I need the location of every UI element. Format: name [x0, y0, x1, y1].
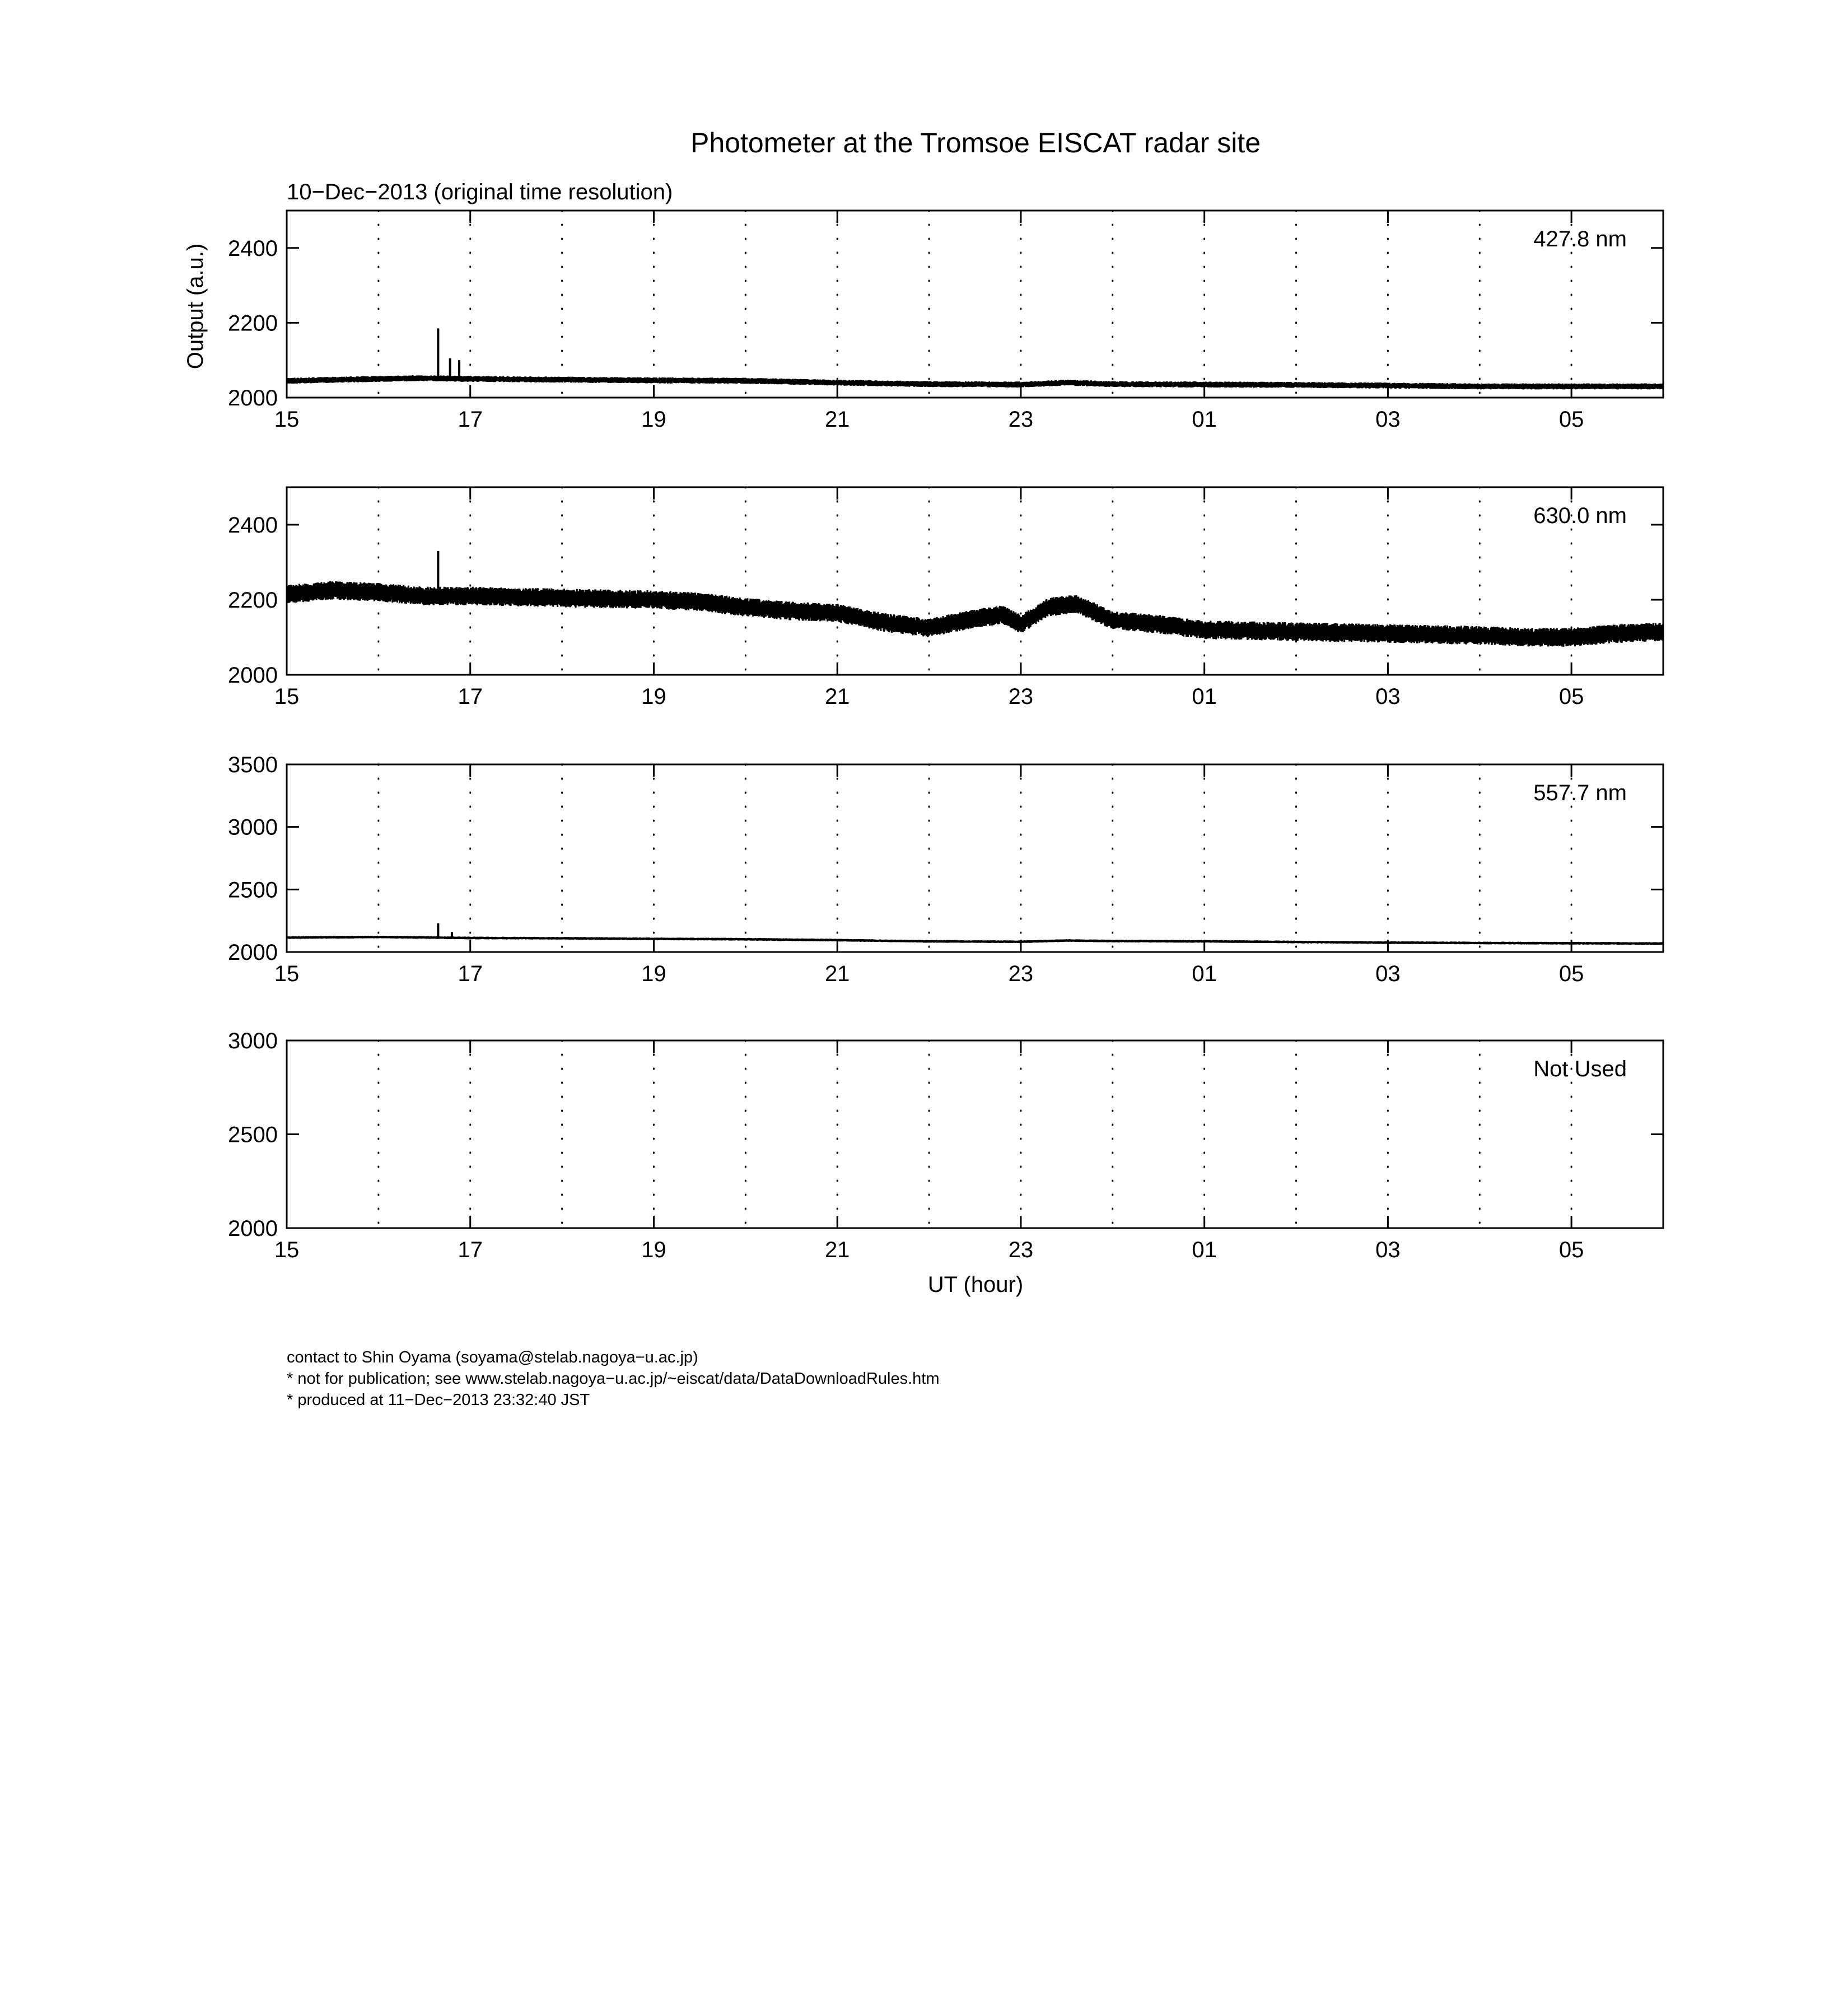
x-tick-label: 19 — [641, 684, 666, 709]
y-tick-label: 2200 — [228, 588, 278, 613]
x-tick-label: 21 — [824, 1238, 850, 1262]
x-tick-label: 05 — [1558, 1238, 1584, 1262]
series-line — [287, 936, 1663, 945]
x-tick-label: 19 — [641, 407, 666, 432]
panel-1 — [228, 211, 1663, 432]
footer-produced-time: * produced at 11−Dec−2013 23:32:40 JST — [287, 1391, 590, 1409]
y-tick-label: 2000 — [228, 1216, 278, 1241]
y-tick-label: 2500 — [228, 878, 278, 903]
axes-box — [287, 1040, 1663, 1228]
figure-title: Photometer at the Tromsoe EISCAT radar site — [690, 127, 1261, 158]
x-tick-label: 01 — [1192, 407, 1217, 432]
x-tick-label: 01 — [1192, 684, 1217, 709]
x-tick-label: 19 — [641, 962, 666, 986]
x-axis-label: UT (hour) — [927, 1272, 1024, 1297]
x-tick-label: 19 — [641, 1238, 666, 1262]
footer-contact: contact to Shin Oyama (soyama@stelab.nagoya−u.ac.jp) — [287, 1348, 698, 1366]
y-tick-label: 3000 — [228, 1029, 278, 1053]
x-tick-label: 03 — [1375, 684, 1401, 709]
x-tick-label: 03 — [1375, 1238, 1401, 1262]
x-tick-label: 01 — [1192, 962, 1217, 986]
series-line — [287, 375, 1663, 389]
figure-subtitle: 10−Dec−2013 (original time resolution) — [287, 180, 673, 204]
panel-3 — [228, 753, 1663, 986]
axes-box — [287, 764, 1663, 952]
y-tick-label: 2500 — [228, 1122, 278, 1147]
y-tick-label: 2000 — [228, 663, 278, 688]
x-tick-label: 21 — [824, 684, 850, 709]
chart-panels — [228, 211, 1663, 1262]
x-tick-label: 17 — [458, 407, 483, 432]
footer-publication-note: * not for publication; see www.stelab.nagoya−u.ac.jp/~eiscat/data/DataDownloadRules.htm — [287, 1370, 940, 1388]
x-tick-label: 23 — [1008, 962, 1034, 986]
y-axis-label: Output (a.u.) — [183, 243, 208, 370]
x-tick-label: 17 — [458, 684, 483, 709]
y-tick-label: 2400 — [228, 513, 278, 538]
x-tick-label: 15 — [274, 962, 300, 986]
x-tick-label: 21 — [824, 407, 850, 432]
panel-label: 427.8 nm — [1533, 227, 1627, 251]
x-tick-label: 05 — [1558, 684, 1584, 709]
panel-2 — [228, 487, 1663, 709]
y-tick-label: 2200 — [228, 311, 278, 336]
y-tick-label: 2400 — [228, 236, 278, 261]
x-tick-label: 01 — [1192, 1238, 1217, 1262]
x-tick-label: 17 — [458, 1238, 483, 1262]
y-tick-label: 2000 — [228, 940, 278, 965]
x-tick-label: 05 — [1558, 962, 1584, 986]
x-tick-label: 23 — [1008, 684, 1034, 709]
x-tick-label: 03 — [1375, 962, 1401, 986]
x-tick-label: 23 — [1008, 407, 1034, 432]
x-tick-label: 15 — [274, 684, 300, 709]
y-tick-label: 2000 — [228, 386, 278, 410]
x-tick-label: 21 — [824, 962, 850, 986]
x-tick-label: 23 — [1008, 1238, 1034, 1262]
y-tick-label: 3000 — [228, 815, 278, 840]
x-tick-label: 17 — [458, 962, 483, 986]
panel-label: 630.0 nm — [1533, 503, 1627, 528]
series-line — [287, 581, 1663, 647]
y-tick-label: 3500 — [228, 753, 278, 777]
panel-4 — [228, 1029, 1663, 1262]
axes-box — [287, 487, 1663, 675]
panel-label: 557.7 nm — [1533, 781, 1627, 805]
axes-box — [287, 211, 1663, 398]
x-tick-label: 03 — [1375, 407, 1401, 432]
x-tick-label: 15 — [274, 407, 300, 432]
panel-label: Not Used — [1533, 1057, 1627, 1081]
x-tick-label: 05 — [1558, 407, 1584, 432]
x-tick-label: 15 — [274, 1238, 300, 1262]
